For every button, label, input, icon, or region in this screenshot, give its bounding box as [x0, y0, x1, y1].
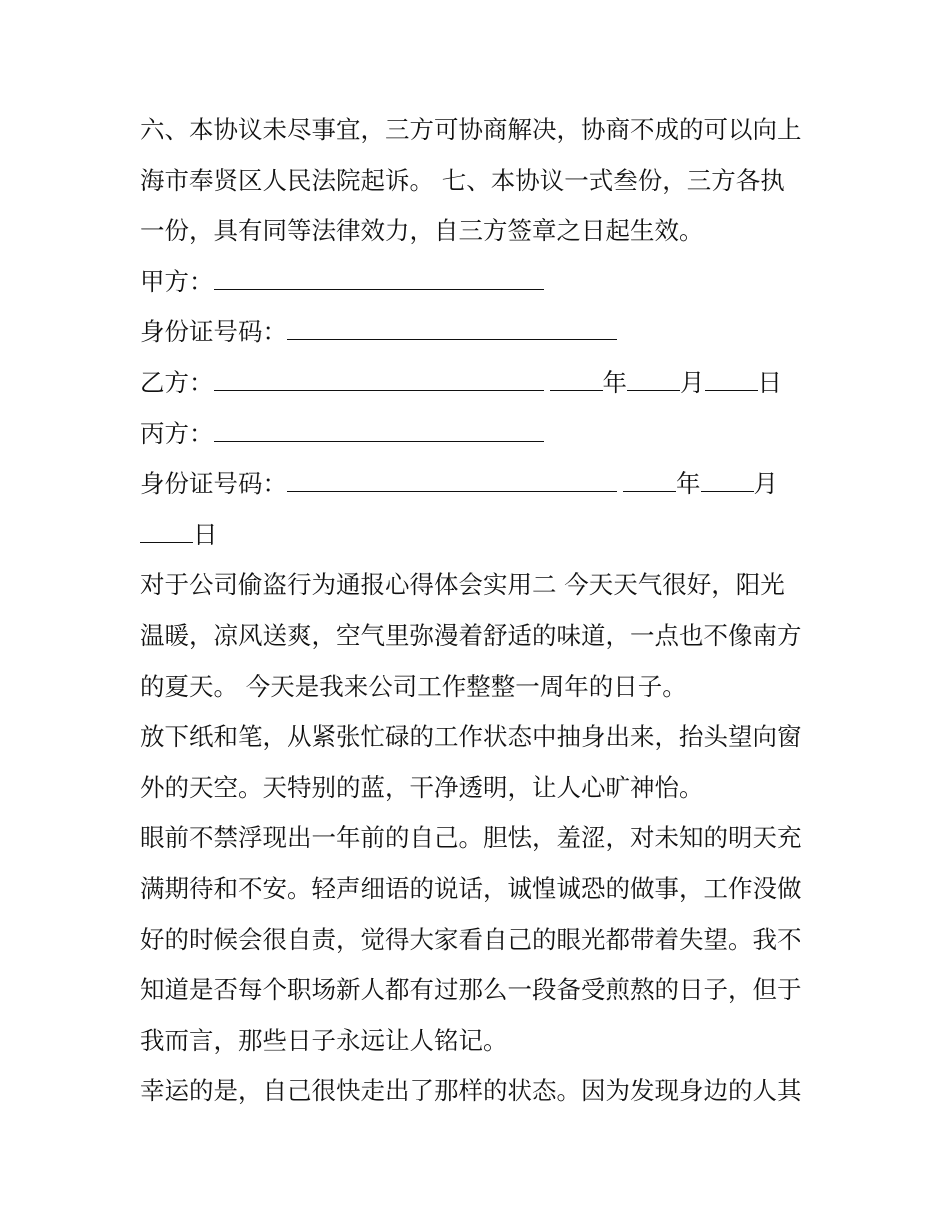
year-blank	[550, 370, 603, 391]
essay-line: 对于公司偷盗行为通报心得体会实用二 今天天气很好，阳光	[140, 570, 785, 600]
essay-line: 满期待和不安。轻声细语的说话，诚惶诚恐的做事，工作没做	[140, 873, 802, 903]
party-b-blank	[214, 370, 544, 391]
party-c-label: 丙方：	[140, 418, 214, 448]
party-b-line	[140, 358, 820, 409]
month-blank	[701, 471, 754, 492]
essay-line: 温暖，凉风送爽，空气里弥漫着舒适的味道，一点也不像南方	[140, 620, 802, 650]
essay-line: 好的时候会很自责，觉得大家看自己的眼光都带着失望。我不	[140, 924, 802, 954]
essay-line: 的夏天。 今天是我来公司工作整整一周年的日子。	[140, 671, 687, 701]
day-label: 日	[193, 519, 218, 549]
month-blank	[627, 370, 680, 391]
month-label: 月	[680, 367, 705, 397]
party-c-line	[140, 409, 820, 460]
day-blank	[140, 522, 193, 543]
id-number-label: 身份证号码：	[140, 317, 287, 347]
year-blank	[623, 471, 676, 492]
party-c-blank	[214, 421, 544, 442]
essay-line: 我而言，那些日子永远让人铭记。	[140, 1025, 508, 1055]
party-a-line	[140, 257, 820, 308]
document-body	[140, 105, 820, 1117]
id-number-blank	[287, 319, 617, 340]
party-a-label: 甲方：	[140, 266, 214, 296]
party-b-label: 乙方：	[140, 367, 214, 397]
id-number-line-1	[140, 307, 820, 358]
essay-line: 放下纸和笔，从紧张忙碌的工作状态中抽身出来，抬头望向窗	[140, 722, 802, 752]
agreement-clause-line: 六、本协议未尽事宜，三方可协商解决，协商不成的可以向上	[140, 115, 802, 144]
essay-line: 眼前不禁浮现出一年前的自己。胆怯，羞涩，对未知的明天充	[140, 823, 802, 853]
day-line	[140, 510, 820, 561]
year-label: 年	[602, 367, 627, 397]
agreement-clause-line: 一份，具有同等法律效力，自三方签章之日起生效。	[140, 216, 704, 246]
agreement-clause-line: 海市奉贤区人民法院起诉。 七、本协议一式叁份，三方各执	[140, 165, 785, 195]
essay-line: 知道是否每个职场新人都有过那么一段备受煎熬的日子，但于	[140, 975, 802, 1005]
id-number-line-2	[140, 459, 820, 510]
day-blank	[705, 370, 758, 391]
id-number-label: 身份证号码：	[140, 469, 287, 499]
essay-line: 外的天空。天特别的蓝，干净透明，让人心旷神怡。	[140, 772, 704, 802]
month-label: 月	[753, 469, 778, 499]
year-label: 年	[676, 469, 701, 499]
party-a-blank	[214, 269, 544, 290]
day-label: 日	[757, 367, 782, 397]
id-number-blank	[287, 471, 617, 492]
essay-line: 幸运的是，自己很快走出了那样的状态。因为发现身边的人其	[140, 1076, 802, 1106]
